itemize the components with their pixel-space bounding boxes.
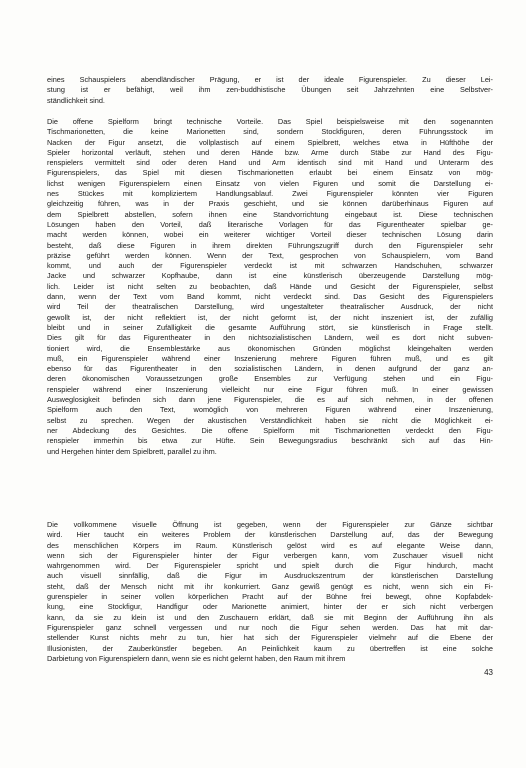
text-line: muß, ein Figurenspieler während einer Inszenierung mehrere Figuren führen muß, und es gilt bbox=[47, 353, 493, 363]
paragraph-3 bbox=[47, 520, 493, 664]
text-line: Jacke und schwarzer Kopfhaube, dann ist eine künstlerisch überzeugende Darstellung mög- bbox=[47, 271, 493, 281]
text-line: stung ist er befähigt, weil ihm zen-buddhistische Übungen seit Jahrzehnten eine Selbstver- bbox=[47, 85, 493, 95]
text-line: gewollt ist, der nicht reflektiert ist, der nicht geformt ist, der nicht inszeniert ist, der zufällig bbox=[47, 312, 493, 322]
text-line: ständlichkeit sind. bbox=[47, 95, 105, 105]
paragraph-1 bbox=[47, 75, 493, 106]
text-line: selbst zu sprechen. Wegen der akustischen Verständlichkeit haben sie nicht die Möglichkeit ei- bbox=[47, 415, 493, 425]
text-line: bleibt und in seiner Zufälligkeit die gesamte Aufführung stört, sie künstlerisch in Frage stellt. bbox=[47, 322, 493, 332]
text-line: wird. Hier taucht ein weiteres Problem der künstlerischen Darstellung auf, das der Bewegung bbox=[47, 530, 493, 540]
text-line: Figurenspieler ganz schnell vergessen und nur noch die Figur sehen werden. Das hat mit dar- bbox=[47, 622, 493, 632]
paragraph-2 bbox=[47, 117, 493, 457]
text-line: besteht, daß diese Figuren in ihrem direkten Führungszugriff durch den Figurenspieler sehr bbox=[47, 240, 493, 250]
text-line: wird Teil der theatralischen Darstellung, wird ungestalteter theatralischer Ausdruck, der nicht bbox=[47, 302, 493, 312]
text-line: Die vollkommene visuelle Öffnung ist gegeben, wenn der Figurenspieler zur Gänze sichtbar bbox=[47, 520, 493, 529]
text-line: kommt, und auch der Figurenspieler verdeckt ist mit schwarzen Handschuhen, schwarzer bbox=[47, 261, 493, 271]
page-number: 43 bbox=[484, 668, 493, 677]
text-line: Dies gilt für das Figurentheater in den nichtsozialistischen Ländern, weil es dort nicht subven- bbox=[47, 333, 493, 343]
text-line: deren ökonomischen Voraussetzungen große Ensembles zur Verfügung stehen und ein Figu- bbox=[47, 374, 493, 384]
text-line: gurenspieler in seiner vollen körperlichen Pracht auf der Bühne frei bewegt, ohne Kopfabdek- bbox=[47, 592, 493, 602]
text-line: nes Stückes mit kompliziertem Handlungsablauf. Zwei Figurenspieler könnten vier Figuren bbox=[47, 189, 493, 199]
text-line: Ausweglosigkeit befinden sich dann jene Figurenspieler, die es auf sich nehmen, in der offenen bbox=[47, 395, 493, 405]
text-line: kung, eine Stockfigur, Handfigur oder Marionette animiert, hinter der er sich nicht verbergen bbox=[47, 602, 493, 612]
text-line: renspielers vermittelt sind oder deren Hand und Arm identisch sind mit Hand und Unterarm des bbox=[47, 158, 493, 168]
text-line: tioniert wird, die Ensemblestärke aus ökonomischen Gründen möglichst kleingehalten werden bbox=[47, 343, 493, 353]
text-line: des menschlichen Körpers im Raum. Künstlerisch gelöst wird es auf elegante Weise dann, bbox=[47, 540, 493, 550]
text-line: ebenso für das Figurentheater in den sozialistischen Ländern, in denen aufgrund der ganz an- bbox=[47, 364, 493, 374]
text-line: Die offene Spielform bringt technische Vorteile. Das Spiel beispielsweise mit den sogenannten bbox=[47, 117, 493, 126]
text-line: wenn sich der Figurenspieler hinter der Figur verbergen kann, vom Zuschauer visuell nicht bbox=[47, 550, 493, 560]
text-line: auch visuell sinnfällig, daß die Figur im Ausdruckszentrum der künstlerischen Darstellung bbox=[47, 571, 493, 581]
text-line: Figurenspielers, das Spiel mit diesen Tischmarionetten erlaubt bei einem Einsatz von mög- bbox=[47, 168, 493, 178]
text-line: gleichzeitig führen, was in der Praxis geschieht, und sie können darüberhinaus Figuren auf bbox=[47, 199, 493, 209]
text-line: dem Spielbrett abstellen, sofern ihnen eine Standvorrichtung eingebaut ist. Diese technischen bbox=[47, 209, 493, 219]
text-line: und Hergehen hinter dem Spielbrett, parallel zu ihm. bbox=[47, 446, 217, 456]
text-line: ner Abdeckung des Gesichtes. Die offene Spielform mit Tischmarionetten verdeckt den Figu- bbox=[47, 425, 493, 435]
text-line: Tischmarionetten, die keine Marionetten sind, sondern Stockfiguren, deren Führungsstock im bbox=[47, 127, 493, 137]
text-line: eines Schauspielers abendländischer Prägung, er ist der ideale Figurenspieler. Zu dieser Lei- bbox=[47, 75, 493, 84]
text-line: renspieler immerhin bis etwa zur Hüfte. Sein Bewegungsradius beschränkt sich auf das Hin- bbox=[47, 436, 493, 446]
text-line: stellender Kunst nichts mehr zu tun, hier hat sich der Figurenspieler vielmehr auf die Ebene der bbox=[47, 633, 493, 643]
text-line: dann, wenn der Text vom Band kommt, nicht verdeckt sind. Das Gesicht des Figurenspielers bbox=[47, 292, 493, 302]
text-line: kann, da sie zu klein ist und den Zuschauern erklärt, daß sie mit Beginn der Aufführung ihn als bbox=[47, 612, 493, 622]
text-line: präzise geführt werden können. Wenn der Text, gesprochen von Schauspielern, vom Band bbox=[47, 250, 493, 260]
text-line: Darbietung von Figurenspielern dann, wenn sie es nicht gelernt haben, den Raum mit ihrem bbox=[47, 653, 346, 663]
text-line: lichst wenigen Figurenspielern einen Einsatz von vielen Figuren und somit die Darstellung ei- bbox=[47, 178, 493, 188]
text-line: macht werden können, wobei ein weiterer wichtiger Vorteil dieser technischen Lösung darin bbox=[47, 230, 493, 240]
text-line: Spieler horizontal verläuft, stehen und deren Hände bzw. Arme durch Stäbe zur Hand des Figu- bbox=[47, 147, 493, 157]
text-line: steht, daß der Mensch nicht mit ihr konkurriert. Ganz gewiß genügt es nicht, wenn sich ein Fi- bbox=[47, 581, 493, 591]
text-line: Spielform auch den Text, womöglich von mehreren Figuren während einer Inszenierung, bbox=[47, 405, 493, 415]
text-line: Lösungen haben den Vorteil, daß literarische Vorlagen für das Figurentheater spielbar ge- bbox=[47, 219, 493, 229]
text-line: Nacken der Figur ansetzt, die vollplastisch auf einem Spielbrett, welches etwa in Hüfthöhe der bbox=[47, 137, 493, 147]
text-line: Illusionisten, der Zauberkünstler begeben. An Peinlichkeit kaum zu übertreffen ist eine solche bbox=[47, 643, 493, 653]
text-line: wahrgenommen wird. Der Figurenspieler spricht und spielt durch die Figur hindurch, macht bbox=[47, 561, 493, 571]
text-line: renspieler während einer Inszenierung vielleicht nur eine Figur führen muß. In einer gewissen bbox=[47, 384, 493, 394]
text-line: lich. Leider ist nicht selten zu beobachten, daß Hände und Gesicht der Figurenspieler, selbst bbox=[47, 281, 493, 291]
